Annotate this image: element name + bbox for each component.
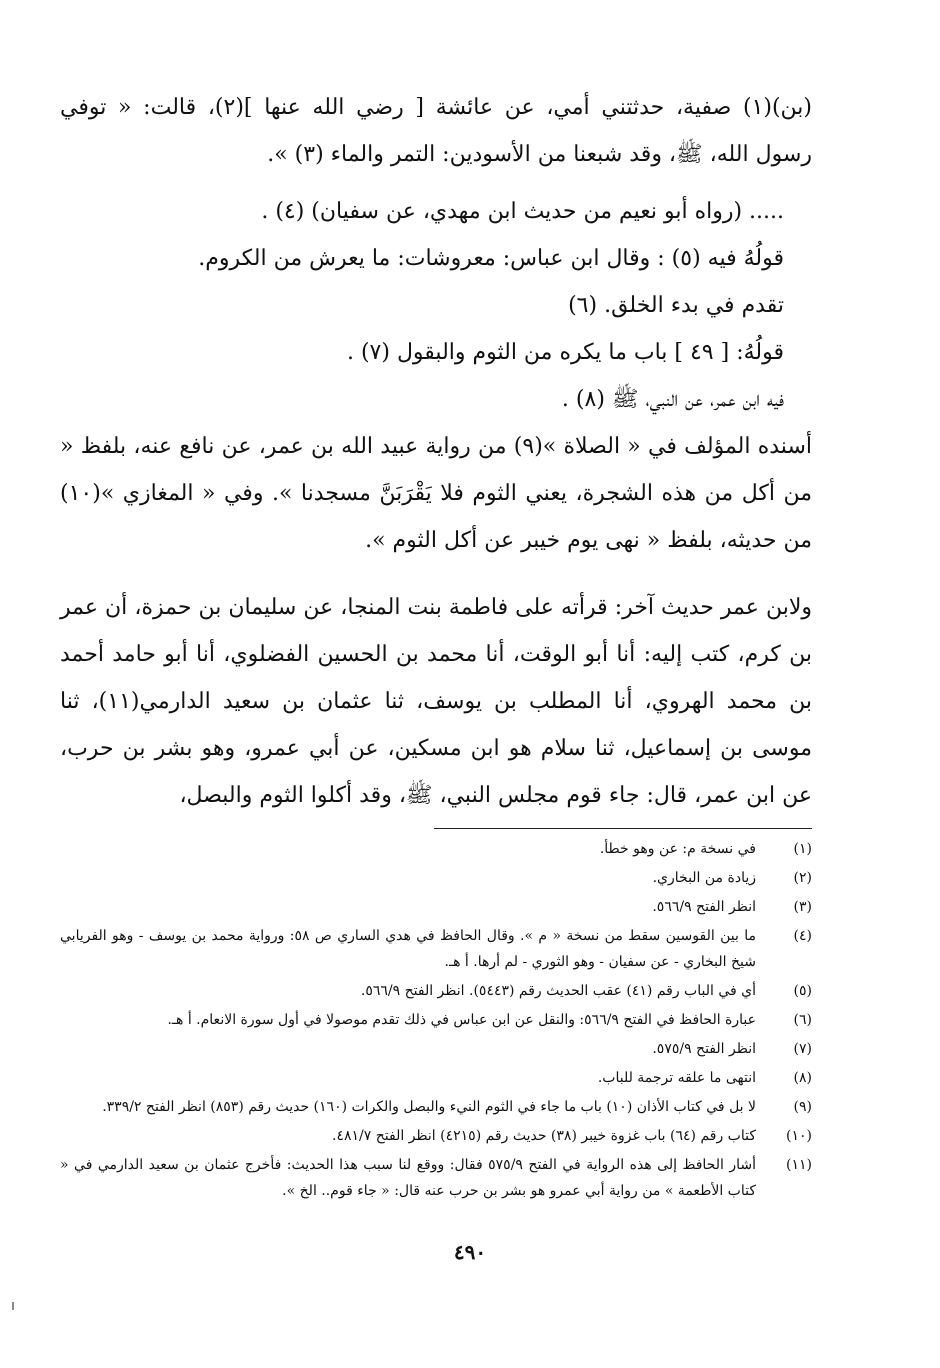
paragraph-other-hadith: ولابن عمر حديث آخر: قرأته على فاطمة بنت المنجا، عن سليمان بن حمزة، أن عمر بن كرم، كتب إليه: أنا أبو الوقت، أنا محمد بن الحسين الفضلوي، أنا أبو حامد أحمد بن محمد الهروي، أنا المطلب بن يوسف، ثنا عثمان بن سعيد الدارمي(١١)، ثنا موسى بن إسماعيل، ثنا سلام هو ابن مسكين، عن أبي عمرو، وهو بشر بن حرب، عن ابن عمر، قال: جاء قوم مجلس النبي، ﷺ، وقد أكلوا الثوم والبصل، bbox=[60, 595, 812, 808]
footnote-item bbox=[60, 1094, 812, 1120]
main-text bbox=[60, 84, 812, 819]
footnote-number: (١) bbox=[793, 841, 812, 857]
footnote-text: أي في الباب رقم (٤١) عقب الحديث رقم (٥٤٤٣). انظر الفتح ٥٦٦/٩. bbox=[360, 983, 756, 999]
footnote-number: (٣) bbox=[793, 899, 812, 915]
footnote-text: أشار الحافظ إلى هذه الرواية في الفتح ٥٧٥/٩ فقال: ووقع لنا سبب هذا الحديث: فأخرج عثمان بن سعيد الدارمي في « كتاب الأطعمة » من رواية أبي عمرو هو بشر بن حرب عنه قال: « جاء قوم.. الخ ». bbox=[60, 1157, 756, 1199]
footnote-number: (٦) bbox=[793, 1012, 812, 1028]
footnote-text: كتاب رقم (٦٤) باب غزوة خيبر (٣٨) حديث رقم (٤٢١٥) انظر الفتح ٤٨١/٧. bbox=[332, 1128, 756, 1144]
footnote-text: انتهى ما علقه ترجمة للباب. bbox=[597, 1070, 756, 1086]
footnote-item bbox=[60, 1007, 812, 1033]
footnote-number: (٥) bbox=[793, 983, 812, 999]
footnote-number: (٤) bbox=[793, 928, 812, 944]
paragraph-bab-49-heading: قولُهُ: [ ٤٩ ] باب ما يكره من الثوم والبقول (٧) . bbox=[346, 340, 784, 365]
paragraph-badu-alkhalq: تقدم في بدء الخلق. (٦) bbox=[568, 293, 784, 318]
footnote-item bbox=[60, 1065, 812, 1091]
footnote-text: عبارة الحافظ في الفتح ٥٦٦/٩: والنقل عن ابن عباس في ذلك تقدم موصولا في أول سورة الانعام. أ هـ. bbox=[167, 1012, 756, 1028]
footnote-number: (٩) bbox=[793, 1099, 812, 1115]
page-number: ٤٩٠ bbox=[453, 1240, 487, 1264]
footnote-text: لا بل في كتاب الأذان (١٠) باب ما جاء في الثوم النيء والبصل والكرات (١٦٠) حديث رقم (٨٥٣) انظر الفتح ٣٣٩/٢. bbox=[102, 1099, 756, 1115]
footnote-item bbox=[60, 923, 812, 975]
footnote-text: ما بين القوسين سقط من نسخة « م ». وقال الحافظ في هدي الساري ص ٥٨: ورواية محمد بن يوسف - وهو الفريابي شيخ البخاري - عن سفيان - وهو الثوري - لم أرها. أ هـ. bbox=[60, 928, 757, 970]
footnote-item bbox=[60, 865, 812, 891]
footnote-item bbox=[60, 894, 812, 920]
paragraph-ibn-abbas: قولُهُ فيه (٥) : وقال ابن عباس: معروشات: ما يعرش من الكروم. bbox=[198, 246, 784, 271]
footnote-text: زيادة من البخاري. bbox=[652, 870, 756, 886]
margin-mark bbox=[12, 1302, 14, 1310]
footnote-number: (١١) bbox=[786, 1157, 812, 1173]
footnote-item bbox=[60, 1123, 812, 1149]
paragraph-abu-nuaym: ..... (رواه أبو نعيم من حديث ابن مهدي، عن سفيان) (٤) . bbox=[261, 199, 784, 224]
footnote-text: انظر الفتح ٥٦٦/٩. bbox=[652, 899, 756, 915]
footnote-number: (٧) bbox=[793, 1041, 812, 1057]
footnote-text: في نسخة م: عن وهو خطأ. bbox=[599, 841, 756, 857]
paragraph-hadith-aisha: (بن)(١) صفية، حدثتني أمي، عن عائشة [ رضي الله عنها ](٢)، قالت: « توفي رسول الله، ﷺ، وقد شبعنا من الأسودين: التمر والماء (٣) ». bbox=[60, 95, 813, 167]
footnotes-list bbox=[60, 836, 812, 1207]
footnote-text: انظر الفتح ٥٧٥/٩. bbox=[652, 1041, 756, 1057]
paragraph-isnad-salah: أسنده المؤلف في « الصلاة »(٩) من رواية عبيد الله بن عمر، عن نافع عنه، بلفظ « من أكل من هذه الشجرة، يعني الثوم فلا يَقْرَبَنَّ مسجدنا ». وفي « المغازي »(١٠) من حديثه، بلفظ « نهى يوم خيبر عن أكل الثوم ». bbox=[60, 434, 812, 553]
footnote-separator bbox=[434, 828, 812, 829]
footnote-number: (٨) bbox=[793, 1070, 812, 1086]
footnote-number: (١٠) bbox=[786, 1128, 812, 1144]
footnote-number: (٢) bbox=[793, 870, 812, 886]
footnote-item bbox=[60, 836, 812, 862]
paragraph-ibn-umar: فيه ابن عمر، عن النبي، ﷺ (٨) . bbox=[561, 387, 784, 412]
footnote-item bbox=[60, 1152, 812, 1204]
footnote-item bbox=[60, 1036, 812, 1062]
footnote-item bbox=[60, 978, 812, 1004]
